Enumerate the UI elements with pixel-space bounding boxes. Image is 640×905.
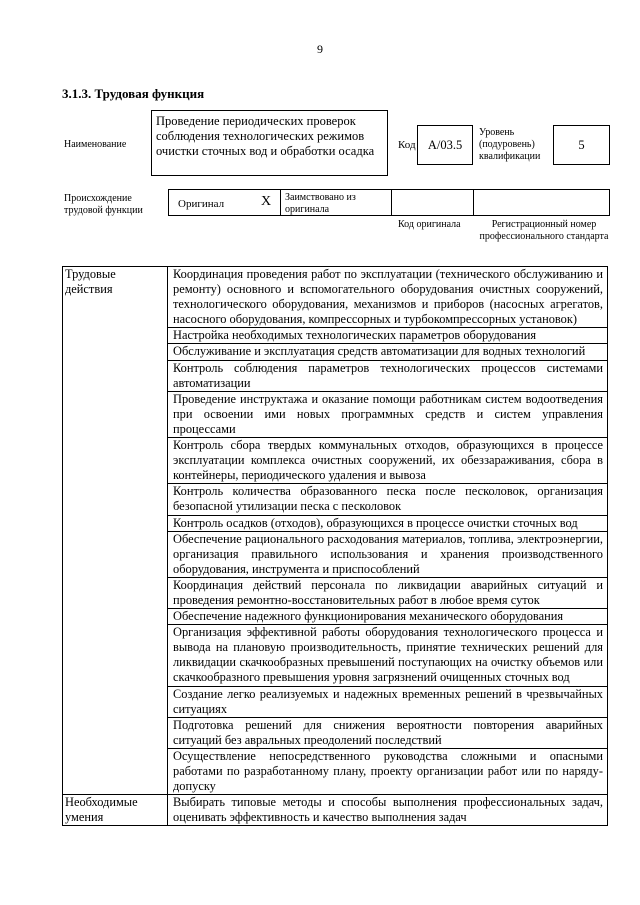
borrowed-label: Заимствовано из оригинала (285, 192, 356, 215)
divider (473, 190, 474, 215)
list-item: Обеспечение надежного функционирования механического оборудования (168, 609, 608, 625)
page-number: 9 (317, 42, 323, 56)
list-item: Выбирать типовые методы и способы выполнения профессиональных задач, оценивать эффективность и качество выполнения задач (168, 795, 608, 826)
section-heading: 3.1.3. Трудовая функция (62, 86, 205, 101)
level-value: 5 (578, 138, 585, 152)
code-box (417, 125, 473, 165)
list-item: Осуществление непосредственного руководства сложными и опасными работами по разработанному плану, проекту организации работ или по наряду-допуску (168, 748, 608, 794)
list-item: Координация проведения работ по эксплуатации (технического обслуживанию и ремонту) основного и вспомогательного оборудования очистных сооружений, технологического оборудования, механизмов и приборов (насосных агрегатов, насосного оборудования, компрессорных и турбокомпрессорных установок) (168, 267, 608, 328)
code-value: А/03.5 (427, 138, 463, 152)
function-name-box (151, 110, 388, 176)
list-item: Создание легко реализуемых и надежных временных решений в чрезвычайных ситуациях (168, 686, 608, 717)
list-item: Подготовка решений для снижения вероятности повторения аварийных ситуаций без авральных преодолений последствий (168, 717, 608, 748)
original-label: Оригинал (178, 198, 225, 210)
table-row (63, 267, 608, 328)
code-original-caption: Код оригинала (398, 219, 461, 230)
code-label: Код (398, 139, 416, 151)
level-box (553, 125, 610, 165)
name-label: Наименование (64, 139, 127, 150)
origin-row (168, 189, 610, 216)
section-title: Трудовые действия (63, 267, 168, 795)
list-item: Контроль количества образованного песка после песколовок, организация безопасной утилизации песка с песколовок (168, 484, 608, 515)
section-title: Необходимые умения (63, 795, 168, 826)
list-item: Контроль сбора твердых коммунальных отходов, образующихся в процессе эксплуатации комплекса очистных сооружений, их обеззараживания, сбора в контейнеры, периодического удаления и вывоза (168, 438, 608, 484)
origin-label: Происхождение трудовой функции (64, 193, 143, 216)
table-body (63, 267, 608, 826)
list-item: Настройка необходимых технологических параметров оборудования (168, 328, 608, 344)
list-item: Проведение инструктажа и оказание помощи работникам систем водоотведения при освоении ими новых программных средств и систем управления процессами (168, 391, 608, 437)
list-item: Обслуживание и эксплуатация средств автоматизации для водных технологий (168, 344, 608, 360)
list-item: Контроль соблюдения параметров технологических процессов системами автоматизации (168, 360, 608, 391)
divider (280, 190, 281, 215)
labor-function-table (62, 266, 608, 826)
divider (391, 190, 392, 215)
list-item: Организация эффективной работы оборудования технологического процесса и вывода на плановую производительность, принятие технических решений для ликвидации скачкообразных превышений поступающих на очистку объемов или скачкообразного превышения уровня загрязнений очищенных сточных вод (168, 625, 608, 686)
list-item: Обеспечение рационального расходования материалов, топлива, электроэнергии, организация правильного использования и хранения производственного оборудования, инструмента и приспособлений (168, 531, 608, 577)
reg-number-caption: Регистрационный номер профессионального стандарта (479, 219, 609, 242)
level-label: Уровень (подуровень) квалификации (479, 127, 541, 162)
list-item: Контроль осадков (отходов), образующихся в процессе очистки сточных вод (168, 515, 608, 531)
table-row (63, 795, 608, 826)
list-item: Координация действий персонала по ликвидации аварийных ситуаций и проведения ремонтно-восстановительных работ в любое время суток (168, 577, 608, 608)
function-name-value: Проведение периодических проверок соблюдения технологических режимов очистки сточных вод и обработки осадка (156, 114, 375, 158)
original-mark: X (261, 194, 272, 209)
